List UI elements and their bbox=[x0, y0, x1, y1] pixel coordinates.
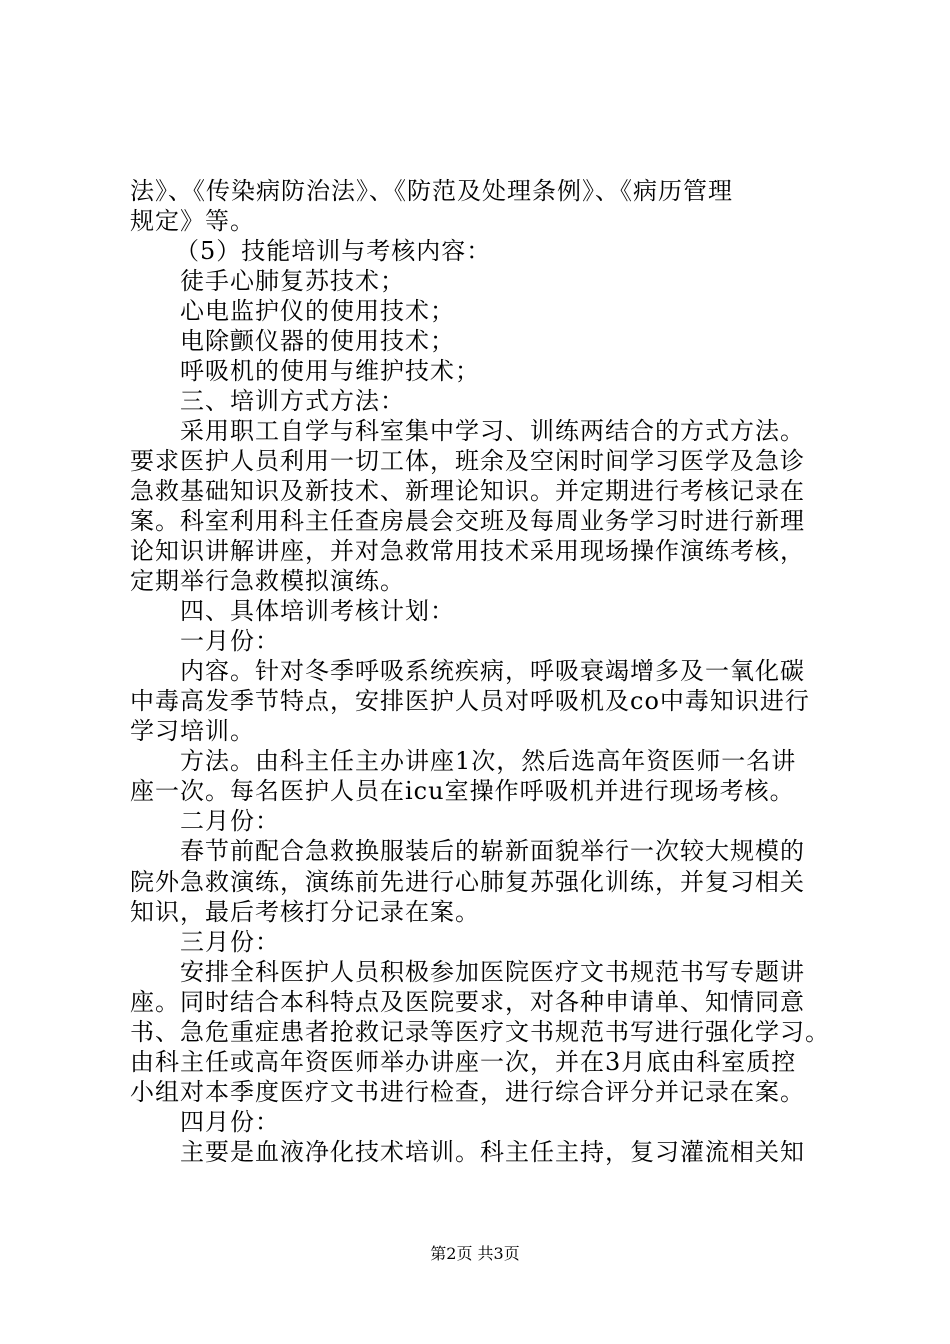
text-line: 急救基础知识及新技术、新理论知识。并定期进行考核记录在 bbox=[130, 477, 805, 506]
page-number-footer: 第2页 共3页 bbox=[430, 1244, 520, 1263]
text-line: 案。科室利用科主任查房晨会交班及每周业务学习时进行新理 bbox=[130, 507, 805, 536]
text-line: 主要是血液净化技术培训。科主任主持，复习灌流相关知 bbox=[180, 1137, 805, 1166]
text-line: 论知识讲解讲座，并对急救常用技术采用现场操作演练考核， bbox=[130, 537, 805, 566]
month-heading: 二月份： bbox=[180, 807, 280, 836]
text-line: 要求医护人员利用一切工体，班余及空闲时间学习医学及急诊 bbox=[130, 447, 805, 476]
text-line: 呼吸机的使用与维护技术； bbox=[180, 357, 480, 386]
text-line: 定期举行急救模拟演练。 bbox=[130, 567, 405, 596]
text-line: 电除颤仪器的使用技术； bbox=[180, 327, 455, 356]
text-line: 座。同时结合本科特点及医院要求，对各种申请单、知情同意 bbox=[130, 987, 805, 1016]
month-heading: 四月份： bbox=[180, 1107, 280, 1136]
text-line: 内容。针对冬季呼吸系统疾病，呼吸衰竭增多及一氧化碳 bbox=[180, 657, 805, 686]
month-heading: 三月份： bbox=[180, 927, 280, 956]
text-line: 知识，最后考核打分记录在案。 bbox=[130, 897, 480, 926]
text-line: 座一次。每名医护人员在icu室操作呼吸机并进行现场考核。 bbox=[130, 777, 795, 806]
text-line: （5）技能培训与考核内容： bbox=[175, 237, 492, 266]
text-line: 学习培训。 bbox=[130, 717, 255, 746]
text-line: 院外急救演练，演练前先进行心肺复苏强化训练，并复习相关 bbox=[130, 867, 805, 896]
text-line: 由科主任或高年资医师举办讲座一次，并在3月底由科室质控 bbox=[130, 1047, 797, 1076]
text-line: 心电监护仪的使用技术； bbox=[180, 297, 455, 326]
text-line: 中毒高发季节特点，安排医护人员对呼吸机及co中毒知识进行 bbox=[130, 687, 810, 716]
text-line: 安排全科医护人员积极参加医院医疗文书规范书写专题讲 bbox=[180, 957, 805, 986]
text-line: 徒手心肺复苏技术； bbox=[180, 267, 405, 296]
text-line: 春节前配合急救换服装后的崭新面貌举行一次较大规模的 bbox=[180, 837, 805, 866]
text-line: 方法。由科主任主办讲座1次，然后选高年资医师一名讲 bbox=[180, 747, 797, 776]
text-line: 小组对本季度医疗文书进行检查，进行综合评分并记录在案。 bbox=[130, 1077, 805, 1106]
text-line: 采用职工自学与科室集中学习、训练两结合的方式方法。 bbox=[180, 417, 805, 446]
text-line: 规定》等。 bbox=[130, 207, 255, 236]
month-heading: 一月份： bbox=[180, 627, 280, 656]
text-line: 法》、《传染病防治法》、《防范及处理条例》、《病历管理 bbox=[130, 177, 733, 205]
text-line: 书、急危重症患者抢救记录等医疗文书规范书写进行强化学习。 bbox=[130, 1017, 830, 1046]
section-heading: 三、培训方式方法： bbox=[180, 387, 405, 416]
section-heading: 四、具体培训考核计划： bbox=[180, 597, 455, 626]
